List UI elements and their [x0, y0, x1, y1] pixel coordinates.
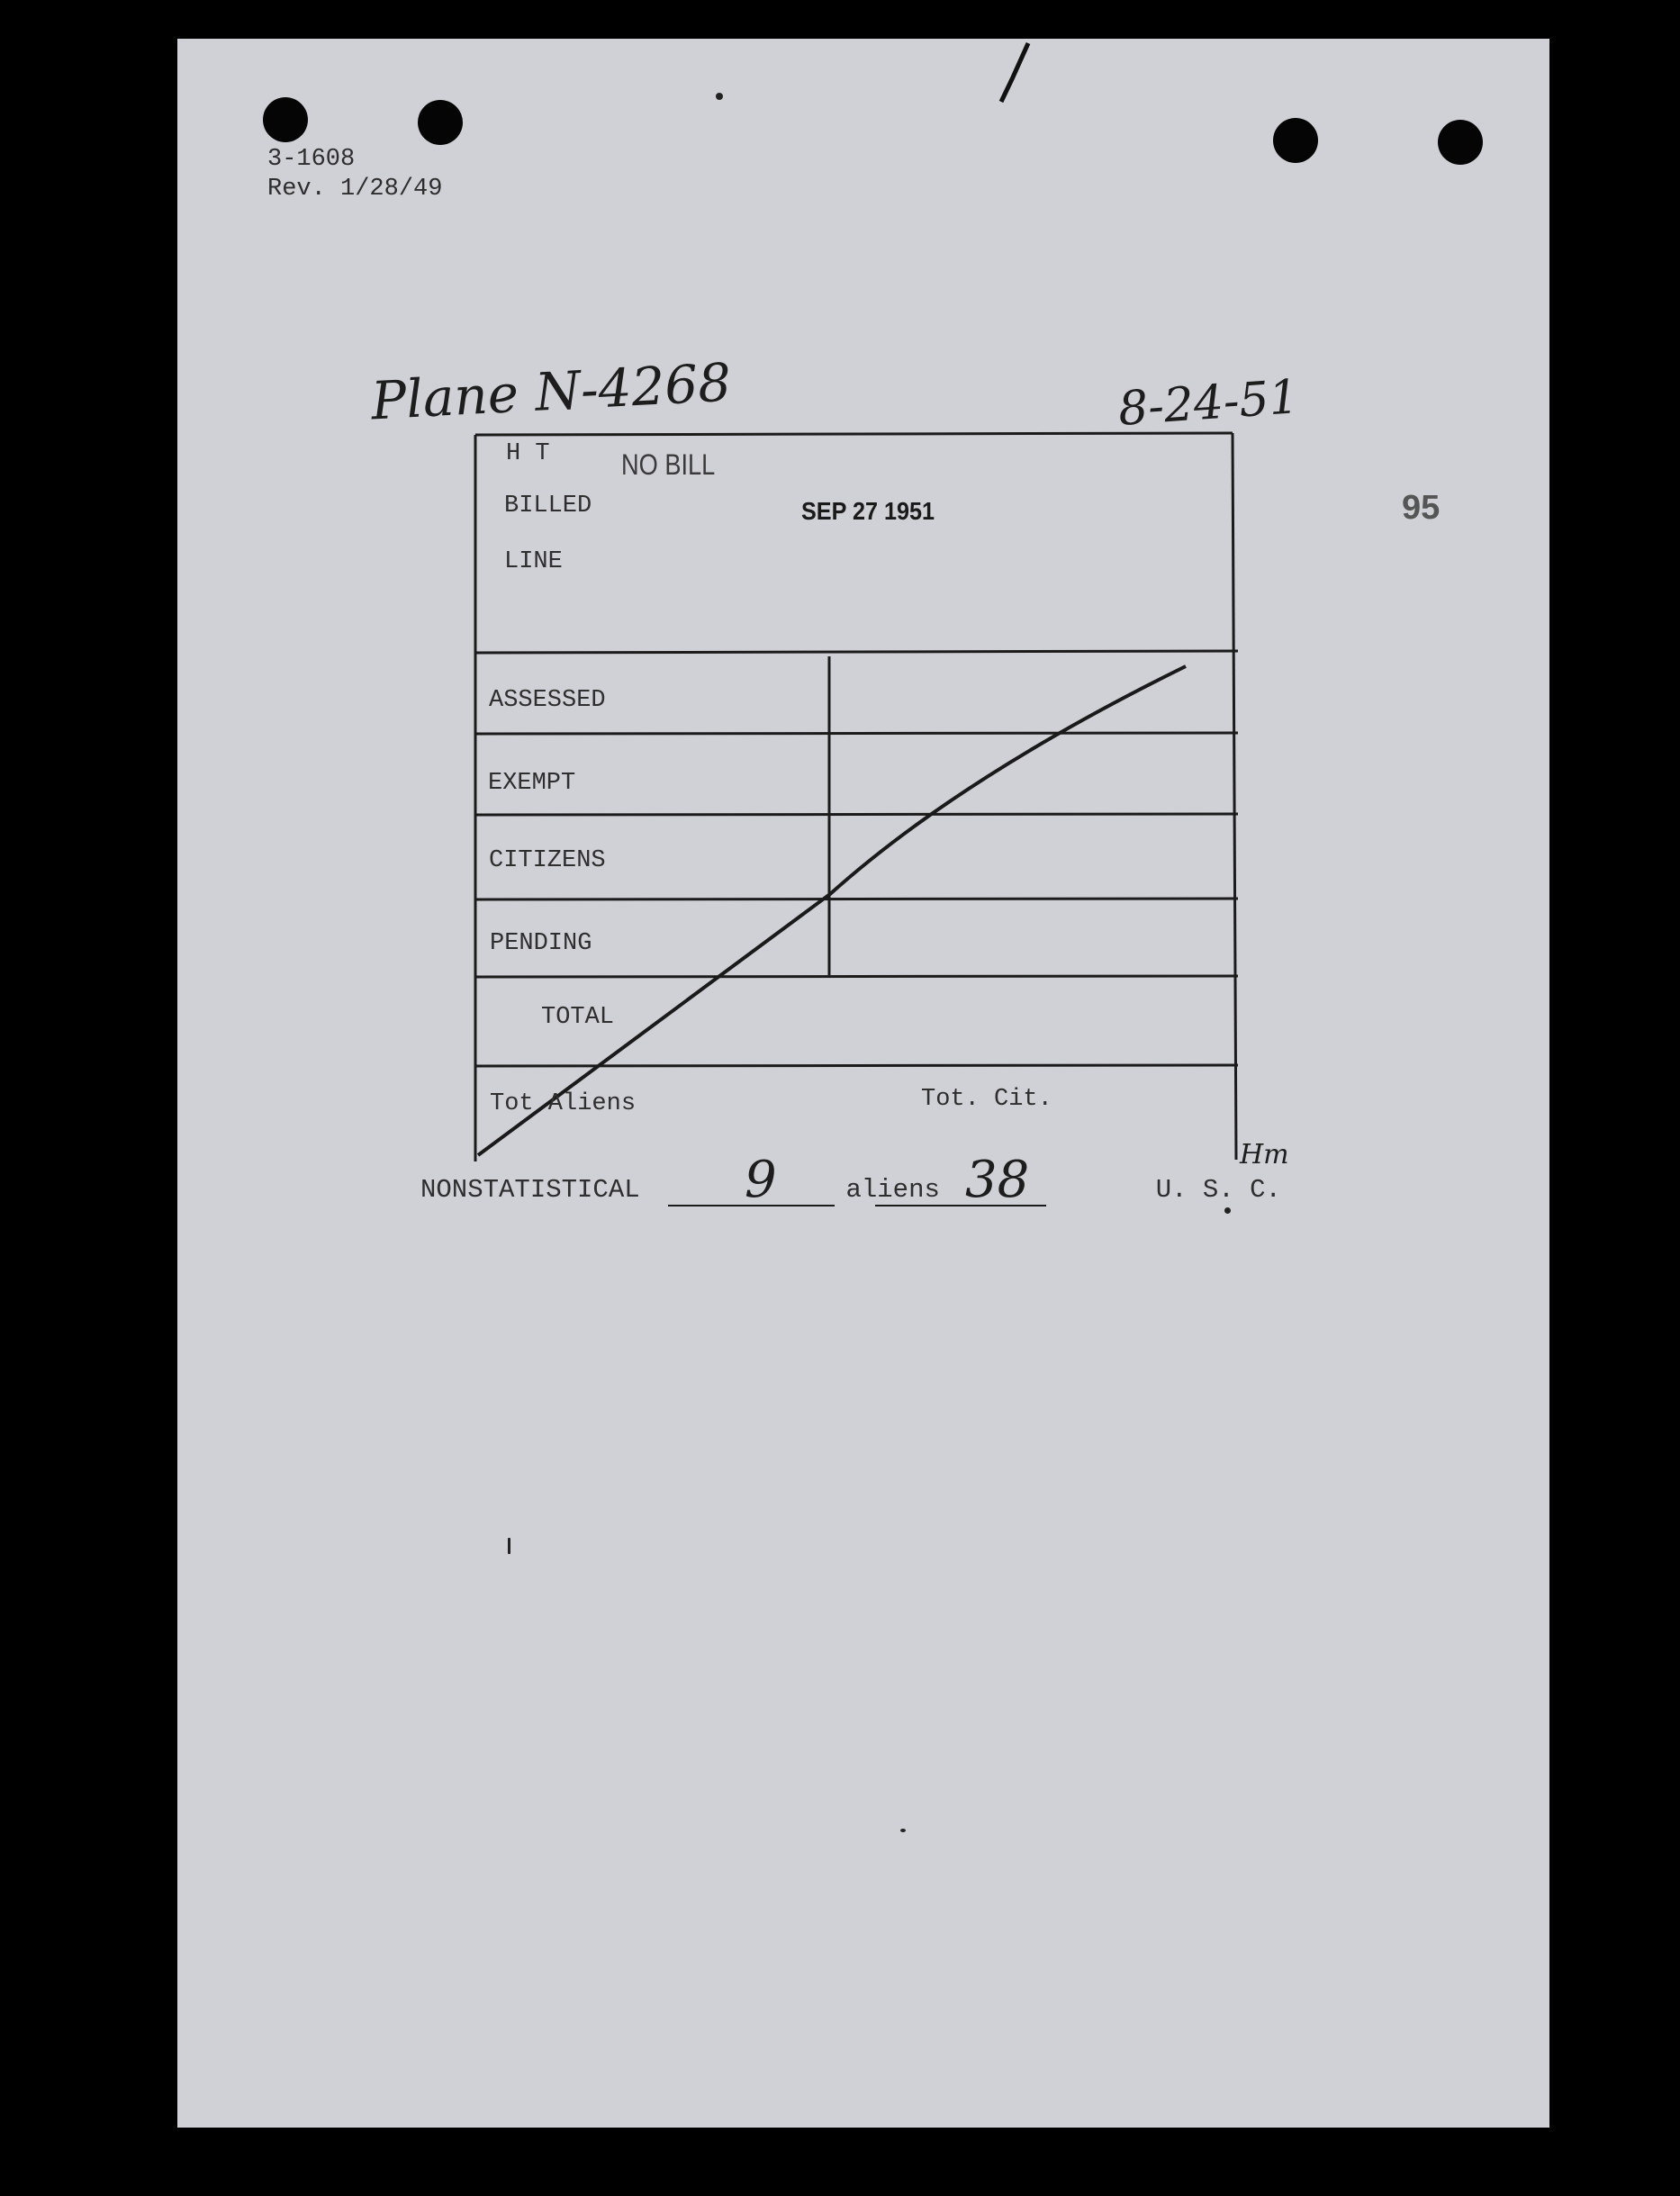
- row-label-pending: PENDING: [490, 930, 592, 957]
- ink-speck: [508, 1538, 510, 1554]
- row-label-citizens: CITIZENS: [489, 847, 606, 874]
- page-number: 95: [1402, 489, 1441, 527]
- received-date-stamp: SEP 27 1951: [801, 497, 935, 525]
- handwritten-date: 8-24-51: [1116, 370, 1301, 437]
- form-grid: [177, 39, 1549, 2128]
- nonstatistical-aliens-value: 9: [745, 1151, 777, 1209]
- handwritten-plane-number: Plane N-4268: [369, 351, 733, 432]
- line-label: LINE: [504, 548, 563, 575]
- nonstatistical-usc-value: 38: [965, 1151, 1030, 1209]
- cancel-strike-line: [478, 666, 1186, 1155]
- no-bill-stamp: NO BILL: [621, 448, 716, 481]
- row-label-assessed: ASSESSED: [489, 687, 606, 714]
- form-number: 3-1608: [267, 146, 356, 173]
- total-label: TOTAL: [541, 1004, 615, 1031]
- billed-label: BILLED: [504, 493, 592, 520]
- ht-label: H T: [506, 440, 550, 467]
- nonstatistical-line: [420, 1175, 1281, 1205]
- pen-mark: [992, 39, 1046, 111]
- total-citizens-label: Tot. Cit.: [921, 1086, 1052, 1113]
- ink-speck: [900, 1829, 906, 1832]
- row-label-exempt: EXEMPT: [488, 770, 576, 797]
- aliens-label: aliens: [845, 1175, 940, 1205]
- handwritten-initials: Hm: [1240, 1139, 1289, 1170]
- ink-speck: [716, 93, 723, 100]
- form-sheet: [177, 39, 1549, 2128]
- form-revision: Rev. 1/28/49: [267, 176, 443, 203]
- ink-speck: [1224, 1207, 1231, 1214]
- total-aliens-label: Tot Aliens: [490, 1090, 637, 1117]
- usc-label: U. S. C.: [1155, 1175, 1281, 1205]
- nonstatistical-label: NONSTATISTICAL: [420, 1175, 640, 1205]
